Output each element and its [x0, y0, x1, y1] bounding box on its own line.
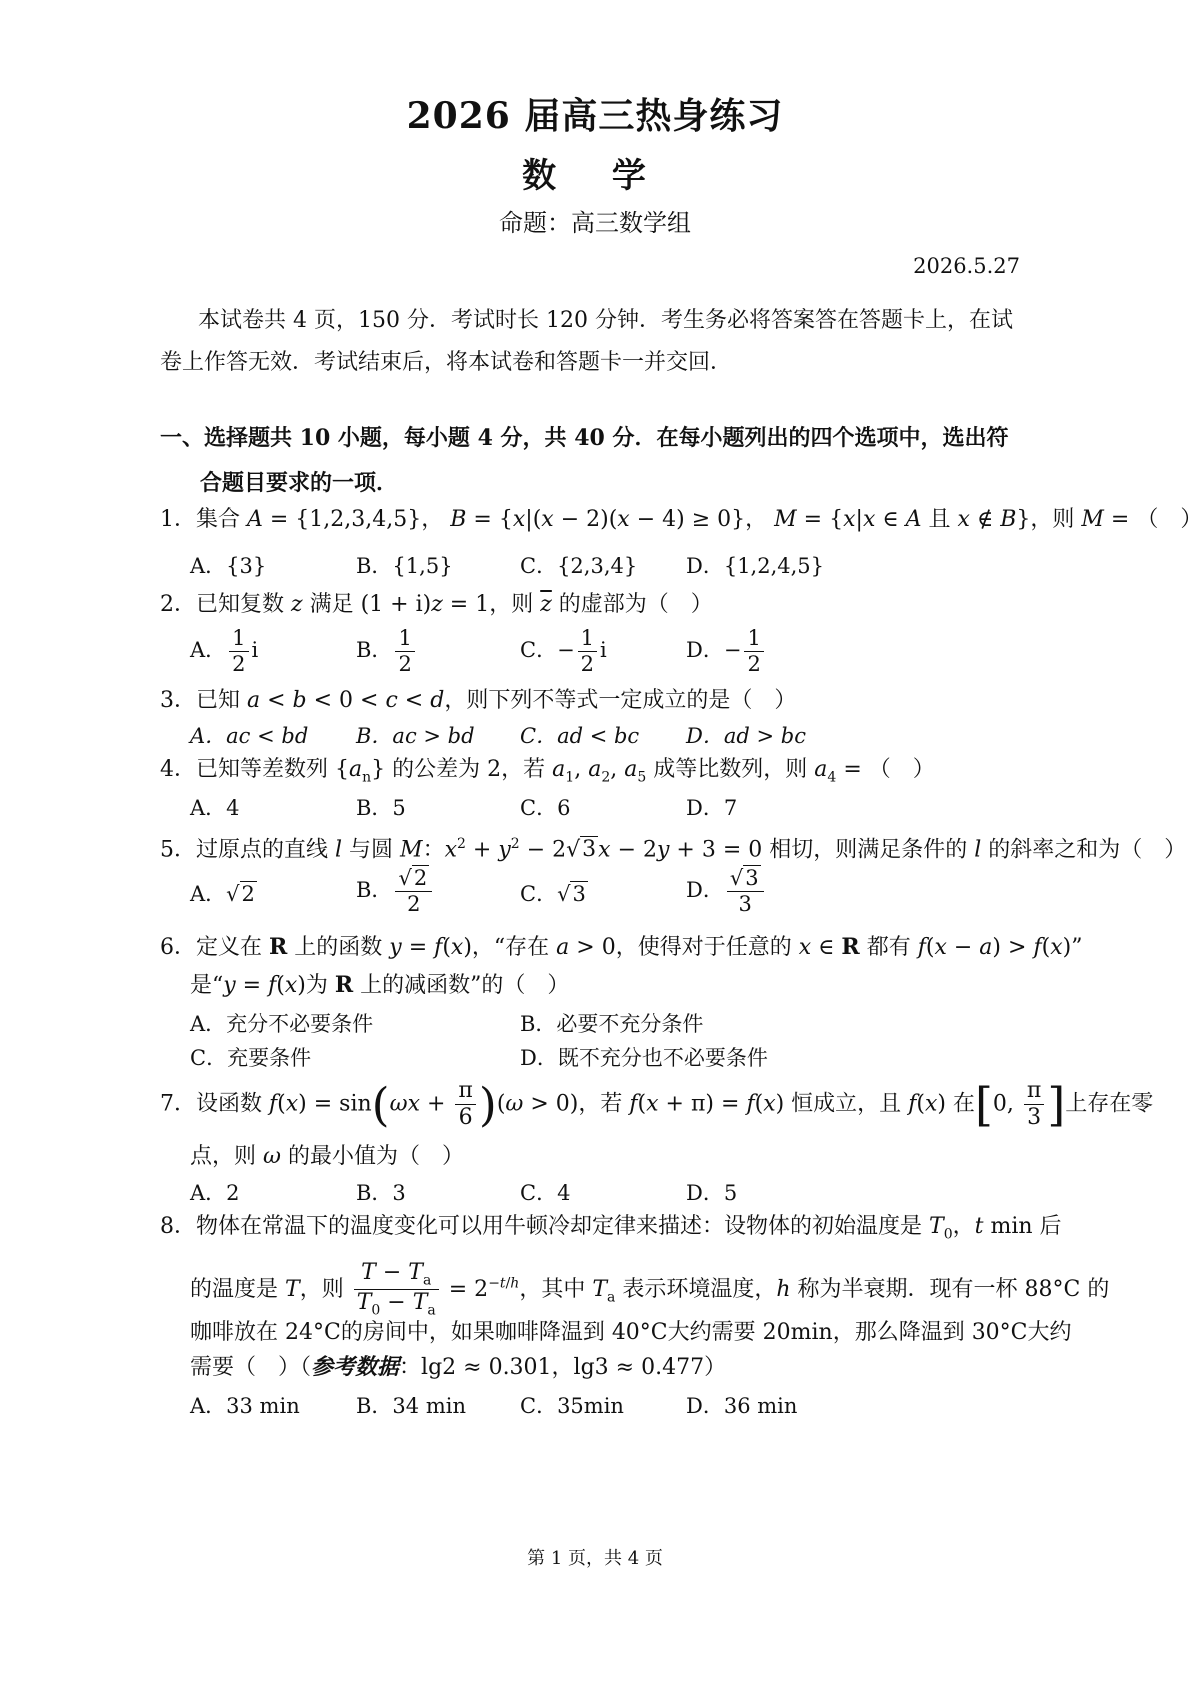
q3-option-c: C．ad < bc — [520, 724, 640, 748]
q5-option-d: D． $\frac{√3}{3}$ — [686, 868, 767, 915]
q4-option-d: D．7 — [686, 796, 738, 820]
exam-title: 2026 届高三热身练习 — [406, 95, 784, 137]
question-8-line-2: 的温度是 T，则 $\frac{T - T_a}{T_0 - T_a}$ = $2^{-t/h}$，其中 $T_a$ 表示环境温度，h 称为半衰期．现有一杯 88°C 的 — [190, 1260, 1110, 1319]
q7-option-c: C．4 — [520, 1181, 571, 1205]
q1-option-d: D．{1,2,4,5} — [686, 554, 825, 578]
instructions-line-2: 卷上作答无效．考试结束后，将本试卷和答题卡一并交回． — [160, 350, 733, 375]
subject-title: 数 学 — [522, 156, 668, 196]
q6-option-a: A．充分不必要条件 — [190, 1012, 374, 1036]
q2-option-a: A． $\frac{1}{2}$ i — [190, 626, 259, 676]
q6-option-c: C．充要条件 — [190, 1046, 312, 1070]
question-2: 2．已知复数 z 满足 (1 + i)z = 1，则 $\overline{z}$ 的虚部为（ ） — [160, 592, 713, 617]
q8-option-c: C．35min — [520, 1394, 624, 1418]
q1-option-b: B．{1,5} — [356, 554, 453, 578]
q2-option-d: D．− $\frac{1}{2}$ — [686, 628, 767, 675]
question-5: 5．过原点的直线 l 与圆 M：$x^2 + y^2 - 2√3x - 2y + 3 = 0$ 相切，则满足条件的 l 的斜率之和为（ ） — [160, 836, 1187, 863]
q2-option-c: C．− $\frac{1}{2}$ i — [520, 626, 607, 676]
question-1: 1．集合 A = {1,2,3,4,5}， B = {x|(x − 2)(x − 4) ≥ 0}， M = {x|x ∈ A 且 x ∉ B}，则 M = （ ） — [160, 507, 1202, 532]
q7-option-b: B．3 — [356, 1181, 406, 1205]
q4-option-b: B．5 — [356, 796, 406, 820]
q6-option-b: B．必要不充分条件 — [520, 1012, 704, 1036]
q1-option-a: A．{3} — [190, 554, 267, 578]
question-8-line-1: 8．物体在常温下的温度变化可以用牛顿冷却定律来描述：设物体的初始温度是 $T_0$，t min 后 — [160, 1214, 1062, 1243]
question-4: 4．已知等差数列 $\{a_n\}$ 的公差为 2，若 $a_1$, $a_2$, $a_5$ 成等比数列，则 $a_4$ = （ ） — [160, 757, 935, 786]
q8-option-d: D．36 min — [686, 1394, 798, 1418]
q4-option-c: C．6 — [520, 796, 571, 820]
question-3: 3．已知 a < b < 0 < c < d，则下列不等式一定成立的是（ ） — [160, 688, 797, 713]
q2-option-b: B． $\frac{1}{2}$ — [356, 628, 418, 675]
q7-option-a: A．2 — [190, 1181, 240, 1205]
question-7-line-1: 7．设函数 f(x) = sin(ωx + $\frac{\pi}{6}$ )(ω > 0)，若 f(x + π) = f(x) 恒成立，且 f(x) 在[0, $\frac{\pi}{3}$ ]上存在零 — [160, 1077, 1154, 1132]
q5-option-b: B． $\frac{√2}{2}$ — [356, 868, 435, 915]
q3-option-b: B．ac > bd — [356, 724, 475, 748]
q4-option-a: A．4 — [190, 796, 240, 820]
author-line: 命题：高三数学组 — [499, 209, 691, 237]
page-footer: 第 1 页，共 4 页 — [527, 1548, 663, 1569]
q6-option-d: D．既不充分也不必要条件 — [520, 1046, 768, 1070]
question-8-line-4: 需要（ ）（参考数据：lg2 ≈ 0.301，lg3 ≈ 0.477） — [190, 1354, 727, 1380]
q8-option-a: A．33 min — [190, 1394, 300, 1418]
section-heading-line-1: 一、选择题共 10 小题，每小题 4 分，共 40 分．在每小题列出的四个选项中，选出符 — [160, 425, 1009, 451]
q1-option-c: C．{2,3,4} — [520, 554, 638, 578]
q8-option-b: B．34 min — [356, 1394, 466, 1418]
question-7-line-2: 点，则 ω 的最小值为（ ） — [190, 1144, 464, 1169]
q5-option-c: C．√3 — [520, 882, 586, 906]
q3-option-a: A．ac < bd — [190, 724, 309, 748]
question-6-line-1: 6．定义在 R 上的函数 y = f(x)，“存在 a > 0，使得对于任意的 x ∈ R 都有 f(x − a) > f(x)” — [160, 934, 1083, 960]
q5-option-a: A．√2 — [190, 882, 255, 906]
q7-option-d: D．5 — [686, 1181, 738, 1205]
q3-option-d: D．ad > bc — [686, 724, 806, 748]
section-heading-line-2: 合题目要求的一项． — [200, 470, 399, 496]
instructions-line-1: 本试卷共 4 页，150 分．考试时长 120 分钟．考生务必将答案答在答题卡上，在试 — [198, 308, 1013, 333]
exam-date: 2026.5.27 — [913, 254, 1020, 278]
question-6-line-2: 是“y = f(x)为 R 上的减函数”的（ ） — [190, 972, 570, 998]
question-8-line-3: 咖啡放在 24°C的房间中，如果咖啡降温到 40°C大约需要 20min，那么降温到 30°C大约 — [190, 1320, 1072, 1345]
